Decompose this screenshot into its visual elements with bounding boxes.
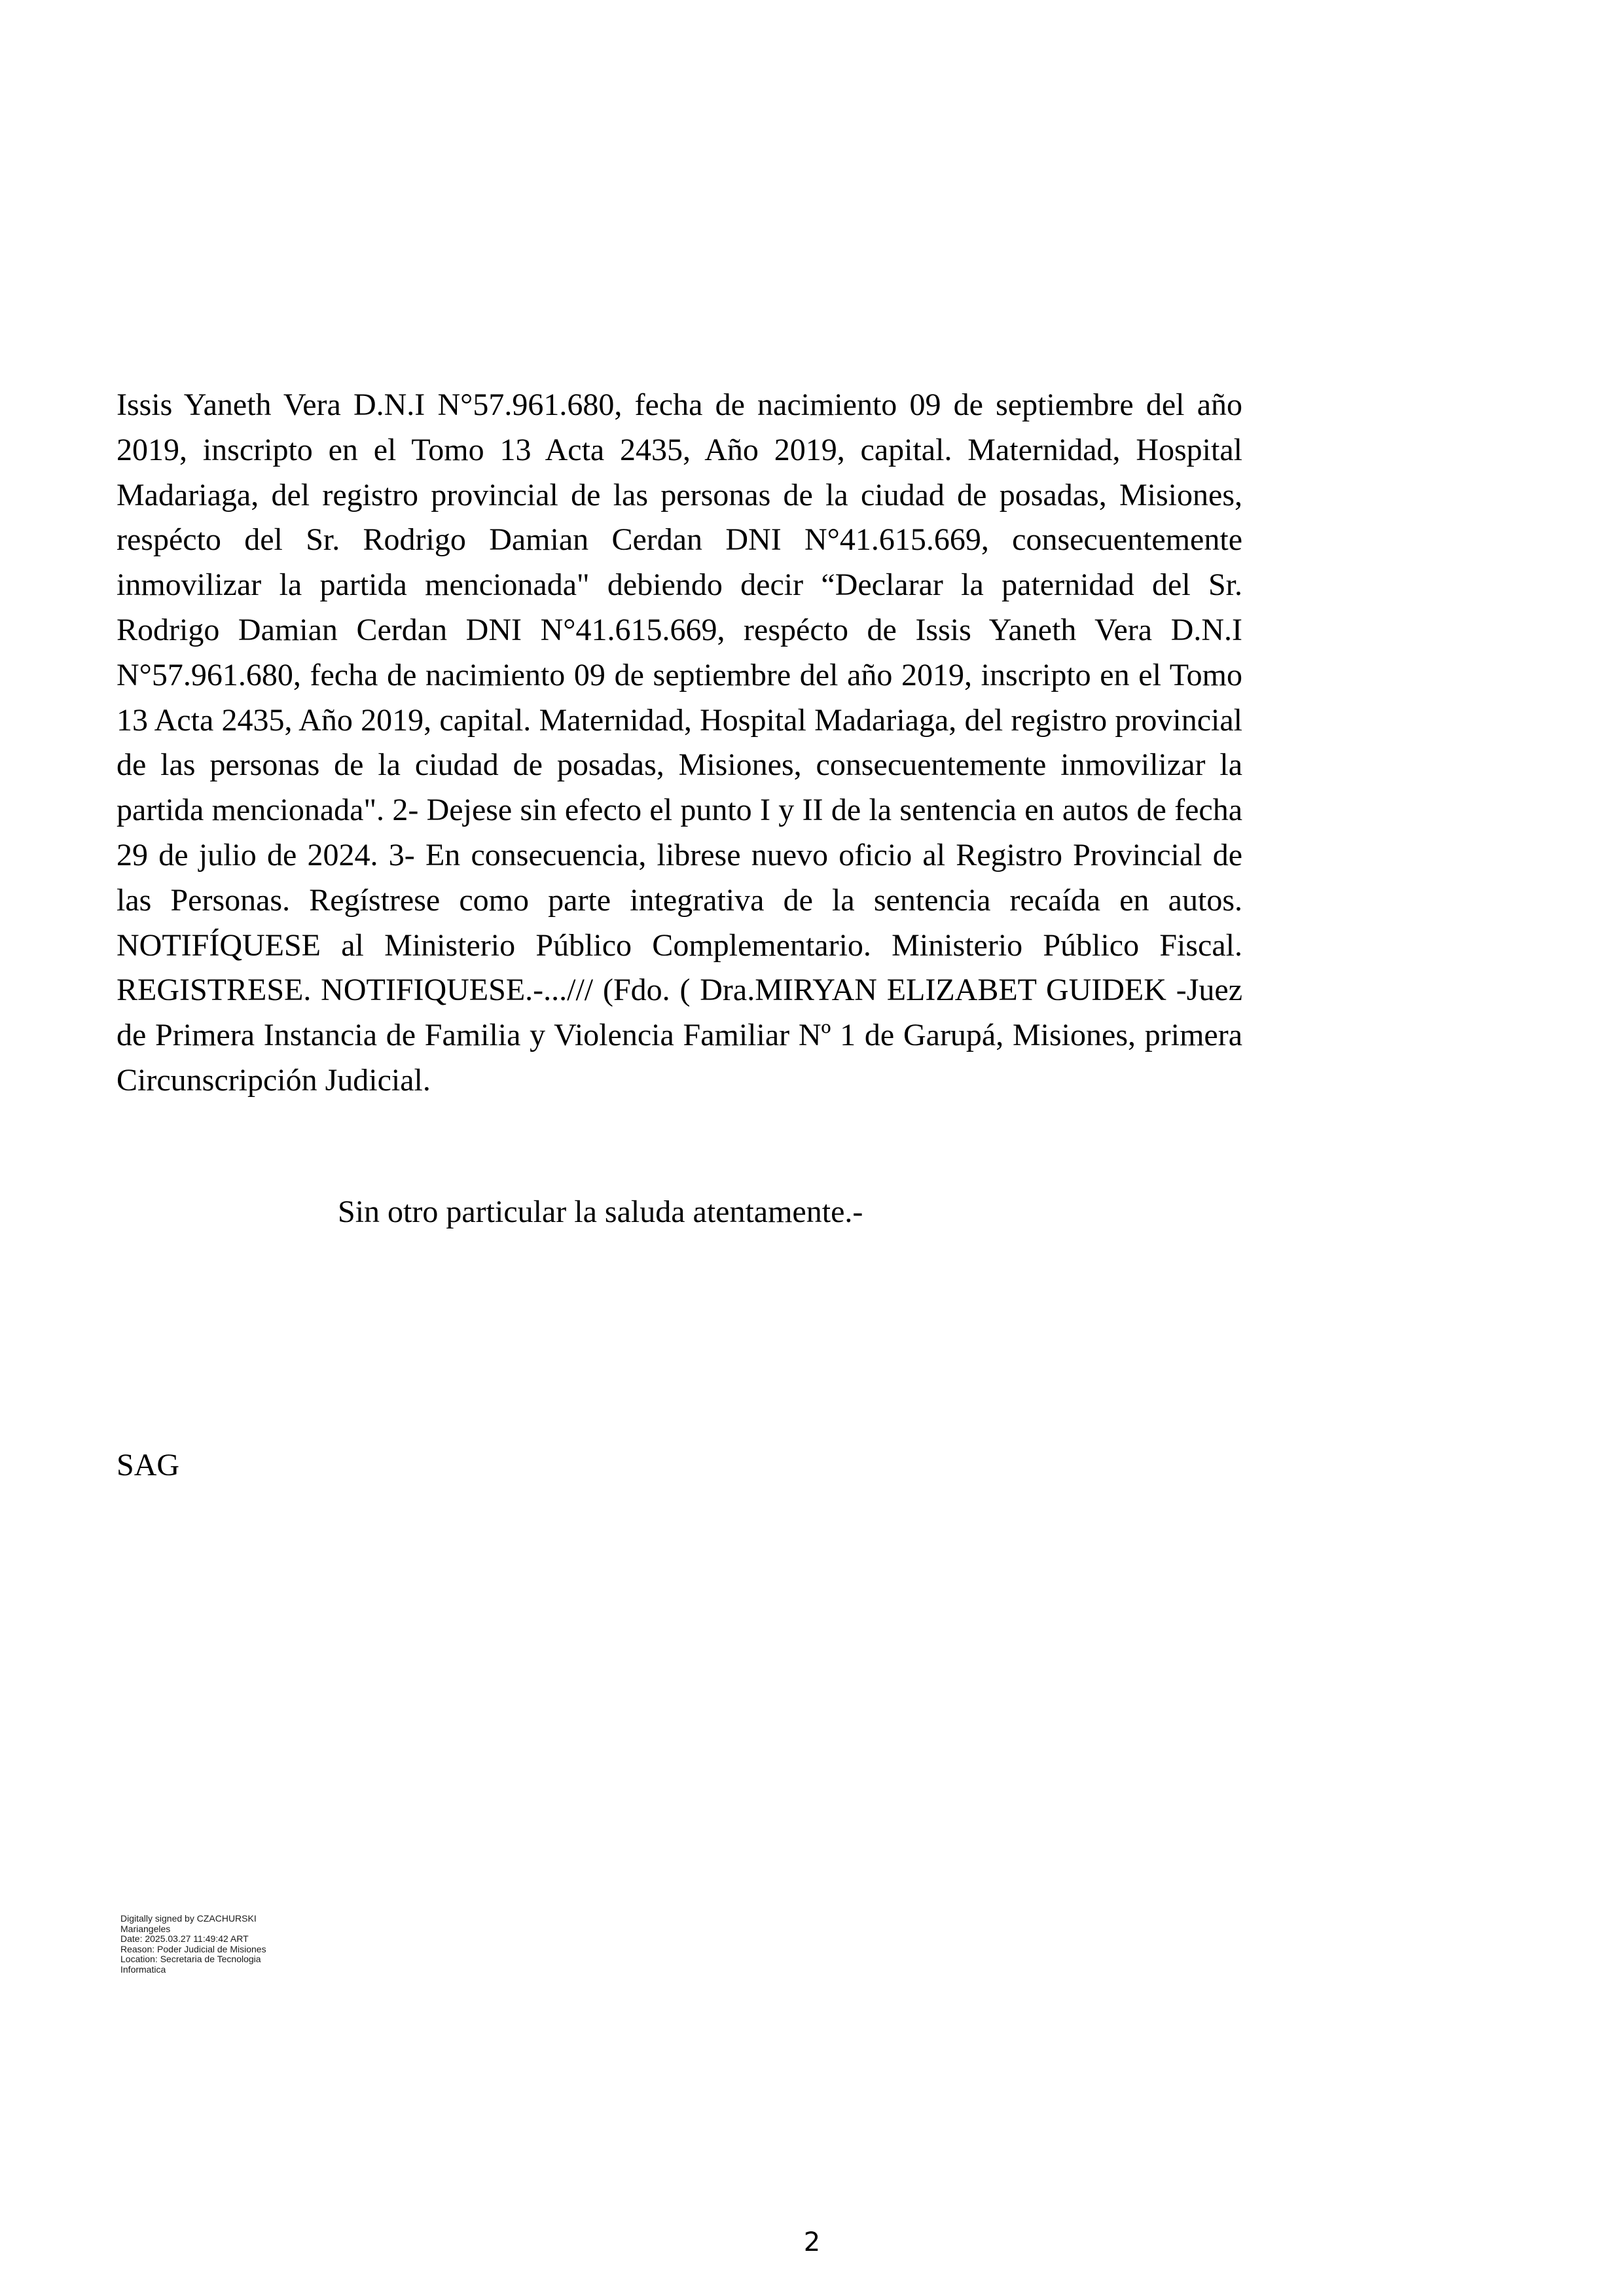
signature-date: Date: 2025.03.27 11:49:42 ART	[120, 1933, 249, 1944]
author-initials: SAG	[117, 1448, 180, 1482]
body-paragraph: Issis Yaneth Vera D.N.I N°57.961.680, fecha de nacimiento 09 de septiembre del año 2019, inscripto en el Tomo 13 Acta 2435, Año 2019, capital. Maternidad, Hospital Madariaga, del registro provincial de las personas de la ciudad de posadas, Misiones, respécto del Sr. Rodrigo Damian Cerdan DNI N°41.615.669, consecuentemente inmovilizar la partida mencionada" debiendo decir “Declarar la paternidad del Sr. Rodrigo Damian Cerdan DNI N°41.615.669, respécto de Issis Yaneth Vera D.N.I N°57.961.680, fecha de nacimiento 09 de septiembre del año 2019, inscripto en el Tomo 13 Acta 2435, Año 2019, capital. Maternidad, Hospital Madariaga, del registro provincial de las personas de la ciudad de posadas, Misiones, consecuentemente inmovilizar la partida mencionada". 2- Dejese sin efecto el punto I y II de la sentencia en autos de fecha 29 de julio de 2024. 3- En consecuencia, librese nuevo oficio al Registro Provincial de las Personas. Regístrese como parte integrativa de la sentencia recaída en autos. NOTIFÍQUESE al Ministerio Público Complementario. Ministerio Público Fiscal. REGISTRESE. NOTIFIQUESE.-.../// (Fdo. ( Dra.MIRYAN ELIZABET GUIDEK -Juez de Primera Instancia de Familia y Violencia Familiar Nº 1 de Garupá, Misiones, primera Circunscripción Judicial.	[117, 387, 1242, 1098]
signature-location: Informatica	[120, 1964, 166, 1975]
signature-line: Mariangeles	[120, 1923, 171, 1934]
page-number: 2	[803, 2227, 821, 2257]
signature-reason: Reason: Poder Judicial de Misiones	[120, 1943, 266, 1954]
digital-signature-stamp	[120, 1914, 330, 1975]
closing-salutation: Sin otro particular la saluda atentamente.-	[338, 1194, 863, 1229]
signature-location: Location: Secretaria de Tecnologia	[120, 1954, 261, 1964]
signature-line: Digitally signed by CZACHURSKI	[120, 1913, 257, 1924]
